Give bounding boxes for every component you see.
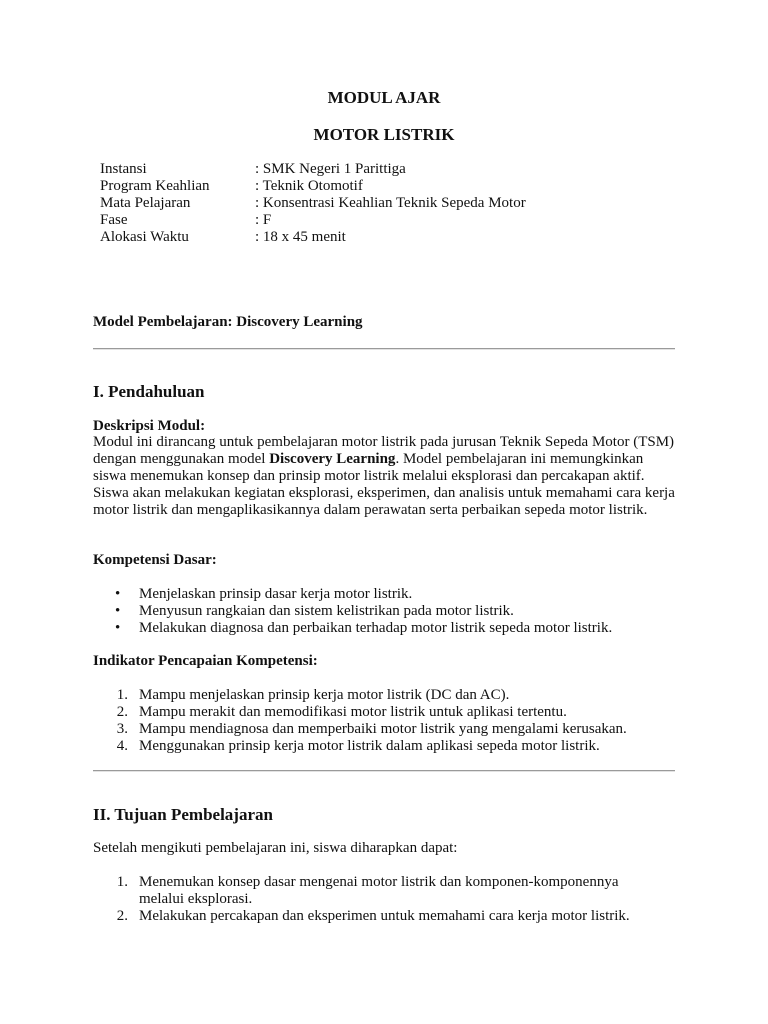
list-item — [93, 687, 675, 704]
list-number: 2. — [116, 908, 128, 924]
info-row-program-keahlian — [100, 178, 526, 195]
info-value: : 18 x 45 menit — [255, 229, 346, 245]
list-item-text: Menggunakan prinsip kerja motor listrik dalam aplikasi sepeda motor listrik. — [139, 738, 600, 754]
list-item — [93, 738, 675, 755]
list-item-text: Mampu menjelaskan prinsip kerja motor listrik (DC dan AC). — [139, 687, 510, 703]
kompetensi-dasar-list — [93, 586, 675, 637]
learning-model-label: Model Pembelajaran: Discovery Learning — [93, 314, 363, 330]
list-number: 1. — [116, 687, 128, 703]
list-item-text: Menjelaskan prinsip dasar kerja motor listrik. — [139, 586, 413, 602]
deskripsi-text-part: Modul ini dirancang untuk pembelajaran motor listrik pada jurusan Teknik Sepeda Motor (TSM) dengan menggunakan model — [93, 434, 675, 467]
bullet-icon: • — [115, 603, 121, 619]
tujuan-intro: Setelah mengikuti pembelajaran ini, siswa diharapkan dapat: — [93, 840, 458, 856]
list-item-text: Melakukan diagnosa dan perbaikan terhadap motor listrik sepeda motor listrik. — [139, 620, 613, 636]
deskripsi-text-part: . Model pembelajaran ini memungkinkan siswa menemukan konsep dan prinsip motor listrik melalui eksplorasi dan percakapan aktif. Siswa akan melakukan kegiatan eksplorasi, eksperimen, dan analisis untuk memahami cara kerja motor listrik dan mengaplikasikannya dalam perawatan serta perbaikan sepeda motor listrik. — [93, 451, 675, 518]
deskripsi-bold-text: Discovery Learning — [269, 451, 396, 467]
section-heading-tujuan: II. Tujuan Pembelajaran — [93, 805, 273, 824]
list-item-text: Mampu merakit dan memodifikasi motor listrik untuk aplikasi tertentu. — [139, 704, 567, 720]
list-number: 4. — [116, 738, 128, 754]
list-item — [93, 586, 675, 603]
list-item-text: Mampu mendiagnosa dan memperbaiki motor listrik yang mengalami kerusakan. — [139, 721, 627, 737]
list-item — [93, 721, 675, 738]
info-row-fase — [100, 212, 526, 229]
list-item-text: Menemukan konsep dasar mengenai motor listrik dan komponen-komponennya melalui eksplorasi. — [139, 874, 619, 907]
info-row-instansi — [100, 161, 526, 178]
list-item — [93, 908, 675, 925]
section-heading-pendahuluan: I. Pendahuluan — [93, 382, 205, 401]
list-number: 1. — [116, 874, 128, 890]
info-label: Fase — [100, 212, 128, 228]
horizontal-divider — [93, 770, 675, 772]
module-info-table — [100, 161, 526, 246]
info-label: Mata Pelajaran — [100, 195, 191, 211]
horizontal-divider — [93, 348, 675, 350]
list-item-text: Menyusun rangkaian dan sistem kelistrikan pada motor listrik. — [139, 603, 514, 619]
bullet-icon: • — [115, 620, 121, 636]
info-row-alokasi-waktu — [100, 229, 526, 246]
document-title: MODUL AJAR — [327, 88, 441, 107]
info-label: Program Keahlian — [100, 178, 210, 194]
info-value: : Teknik Otomotif — [255, 178, 363, 194]
deskripsi-modul-label: Deskripsi Modul: — [93, 418, 206, 434]
info-label: Alokasi Waktu — [100, 229, 189, 245]
document-subtitle: MOTOR LISTRIK — [313, 125, 455, 144]
list-item — [93, 874, 675, 908]
info-value: : F — [255, 212, 272, 228]
kompetensi-dasar-label: Kompetensi Dasar: — [93, 552, 217, 568]
info-row-mata-pelajaran — [100, 195, 526, 212]
list-item — [93, 704, 675, 721]
tujuan-list — [93, 874, 675, 925]
info-label: Instansi — [100, 161, 147, 177]
list-item — [93, 620, 675, 637]
deskripsi-modul-paragraph — [93, 434, 675, 519]
list-number: 3. — [116, 721, 128, 737]
indikator-label: Indikator Pencapaian Kompetensi: — [93, 653, 318, 669]
bullet-icon: • — [115, 586, 121, 602]
info-value: : Konsentrasi Keahlian Teknik Sepeda Motor — [255, 195, 526, 211]
info-value: : SMK Negeri 1 Parittiga — [255, 161, 406, 177]
list-item-text: Melakukan percakapan dan eksperimen untuk memahami cara kerja motor listrik. — [139, 908, 630, 924]
list-item — [93, 603, 675, 620]
list-number: 2. — [116, 704, 128, 720]
indikator-list — [93, 687, 675, 755]
